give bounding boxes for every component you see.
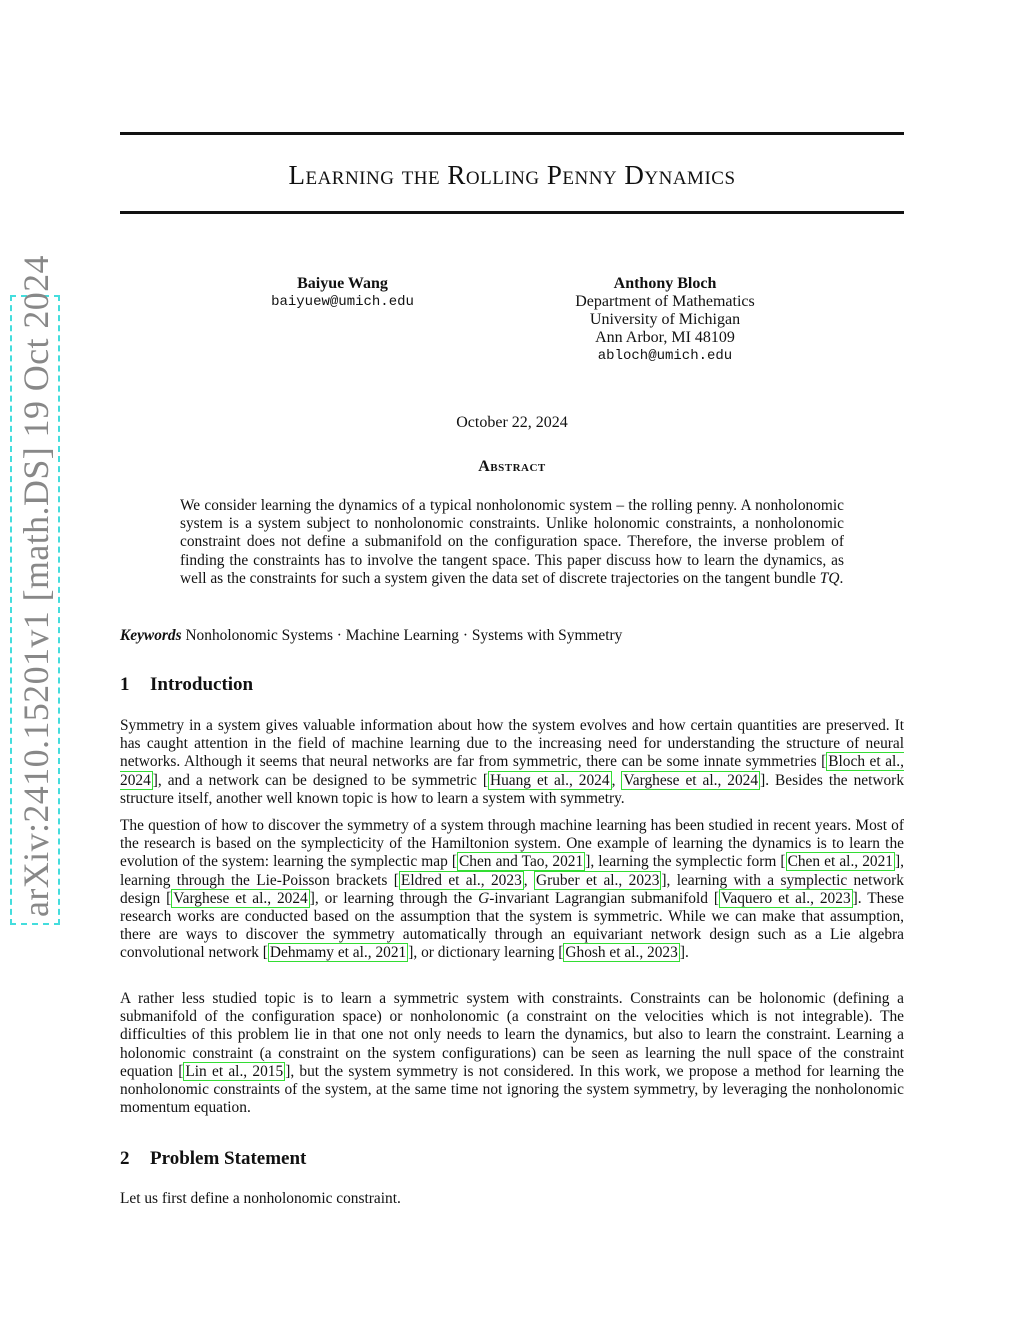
paragraph-text: ], learning through the Lie-Poisson brackets [ bbox=[120, 853, 904, 889]
abstract-text-main: We consider learning the dynamics of a typical nonholonomic system – the rolling penny. A nonholonomic system is a system subject to nonholonomic constraints. Unlike holonomic constraints, a nonholonomic constraint does not define a submanifold on the configuration space. Therefore, the inverse problem of finding the constraints has to involve the tangent space. This paper discuss how to learn the dynamics, as well as the constraints for such a system given the data set of discrete trajectories on the tangent bundle bbox=[180, 497, 844, 587]
paper-date: October 22, 2024 bbox=[456, 414, 568, 431]
citation-link[interactable]: Huang et al., 2024 bbox=[489, 771, 610, 789]
citation-link[interactable]: Vaquero et al., 2023 bbox=[720, 889, 851, 907]
paragraph-text: , bbox=[523, 871, 534, 889]
citation-link[interactable]: Gruber et al., 2023 bbox=[536, 871, 660, 889]
citation-link[interactable]: Varghese et al., 2024 bbox=[173, 889, 308, 907]
abstract-text-end: . bbox=[839, 569, 844, 587]
paragraph-text: ]. These research works are conducted based on the assumption that the system is symmetric. While we can make that assumption, there are ways to discover the symmetry automatically through an equivariant network design such as a Lie algebra convolutional network [ bbox=[120, 889, 905, 962]
paragraph-text: ], and a network can be designed to be symmetric [ bbox=[152, 771, 488, 789]
title-rule-top bbox=[120, 132, 904, 135]
citation-link[interactable]: Varghese et al., 2024 bbox=[623, 771, 759, 789]
author-block-2 bbox=[555, 275, 775, 365]
arxiv-stamp[interactable]: arXiv:2410.15201v1 [math.DS] 19 Oct 2024 bbox=[10, 295, 60, 925]
paragraph-text: ], or dictionary learning [ bbox=[408, 944, 564, 962]
keywords-label: Keywords bbox=[120, 627, 182, 644]
abstract-math-tq: TQ bbox=[819, 569, 840, 587]
section-heading-introduction bbox=[120, 674, 253, 696]
citation-link[interactable]: Lin et al., 2015 bbox=[185, 1062, 284, 1080]
intro-paragraph-1 bbox=[120, 717, 904, 808]
section-title: Introduction bbox=[150, 674, 254, 695]
paragraph-text: , bbox=[611, 771, 622, 789]
citation-link[interactable]: Eldred et al., 2023 bbox=[400, 871, 522, 889]
paragraph-text: ], learning the symplectic form [ bbox=[585, 853, 786, 871]
title-rule-bottom bbox=[120, 211, 904, 214]
citation-link[interactable]: Chen et al., 2021 bbox=[787, 853, 894, 871]
math-symbol-g: G bbox=[478, 889, 490, 907]
section-number: 1 bbox=[120, 674, 130, 695]
problem-paragraph-1: Let us first define a nonholonomic constraint. bbox=[120, 1190, 401, 1207]
paragraph-text: Symmetry in a system gives valuable information about how the system evolves and how certain quantities are preserved. It has caught attention in the field of machine learning due to the increasing need for understanding the structure of neural networks. Although it seems that neural networks are far from symmetric, there can be some innate symmetries [ bbox=[120, 717, 904, 771]
paragraph-text: -invariant Lagrangian submanifold [ bbox=[489, 889, 719, 907]
author-email[interactable]: baiyuew@umich.edu bbox=[271, 294, 414, 310]
abstract-heading: Abstract bbox=[478, 458, 546, 475]
author-affiliation-address: Ann Arbor, MI 48109 bbox=[595, 329, 735, 346]
author-name: Baiyue Wang bbox=[297, 275, 388, 292]
author-affiliation-department: Department of Mathematics bbox=[575, 293, 755, 310]
intro-paragraph-3 bbox=[120, 990, 904, 1117]
paragraph-text: ]. bbox=[679, 944, 689, 962]
citation-link[interactable]: Bloch et al., 2024 bbox=[120, 753, 904, 789]
paragraph-text: A rather less studied topic is to learn a symmetric system with constraints. Constraints can be holonomic (defining a submanifold of the configuration space) or nonholonomic (a constraint on the velocities which is not integrable). The difficulties of this problem lie in that one not only needs to learn the dynamics, but also to learn the constraint. Learning a holonomic constraint (a constraint on the system configurations) can be seen as learning the null space of the constraint equation [ bbox=[120, 990, 904, 1080]
paper-title: Learning the Rolling Penny Dynamics bbox=[288, 160, 736, 190]
author-name: Anthony Bloch bbox=[613, 275, 717, 292]
author-block-1 bbox=[250, 275, 435, 311]
citation-link[interactable]: Chen and Tao, 2021 bbox=[459, 853, 584, 871]
author-email[interactable]: abloch@umich.edu bbox=[597, 348, 733, 364]
keywords-line bbox=[120, 627, 622, 645]
paragraph-text: ]. Besides the network structure itself, another well known topic is how to learn a system with symmetry. bbox=[120, 771, 905, 807]
abstract-text bbox=[180, 497, 844, 588]
intro-paragraph-2 bbox=[120, 817, 904, 963]
section-title: Problem Statement bbox=[150, 1148, 307, 1169]
citation-link[interactable]: Ghosh et al., 2023 bbox=[565, 944, 678, 962]
paragraph-text: ], or learning through the bbox=[309, 889, 479, 907]
paragraph-text: ], learning with a symplectic network design [ bbox=[120, 871, 904, 907]
paragraph-text: ], but the system symmetry is not considered. In this work, we propose a method for learning the nonholonomic constraints of the system, at the same time not ignoring the system symmetry, by leveraging the nonholonomic momentum equation. bbox=[120, 1062, 904, 1117]
section-number: 2 bbox=[120, 1148, 130, 1169]
keywords-text: Nonholonomic Systems · Machine Learning · Systems with Symmetry bbox=[185, 627, 623, 644]
citation-link[interactable]: Dehmamy et al., 2021 bbox=[269, 944, 407, 962]
author-affiliation-university: University of Michigan bbox=[589, 311, 741, 328]
section-heading-problem-statement bbox=[120, 1148, 306, 1170]
paragraph-text: The question of how to discover the symmetry of a system through machine learning has been studied in recent years. Most of the research is based on the symplecticity of the Hamiltonion system. One example of learning the dynamics is to learn the evolution of the system: learning the symplectic map [ bbox=[120, 817, 904, 871]
